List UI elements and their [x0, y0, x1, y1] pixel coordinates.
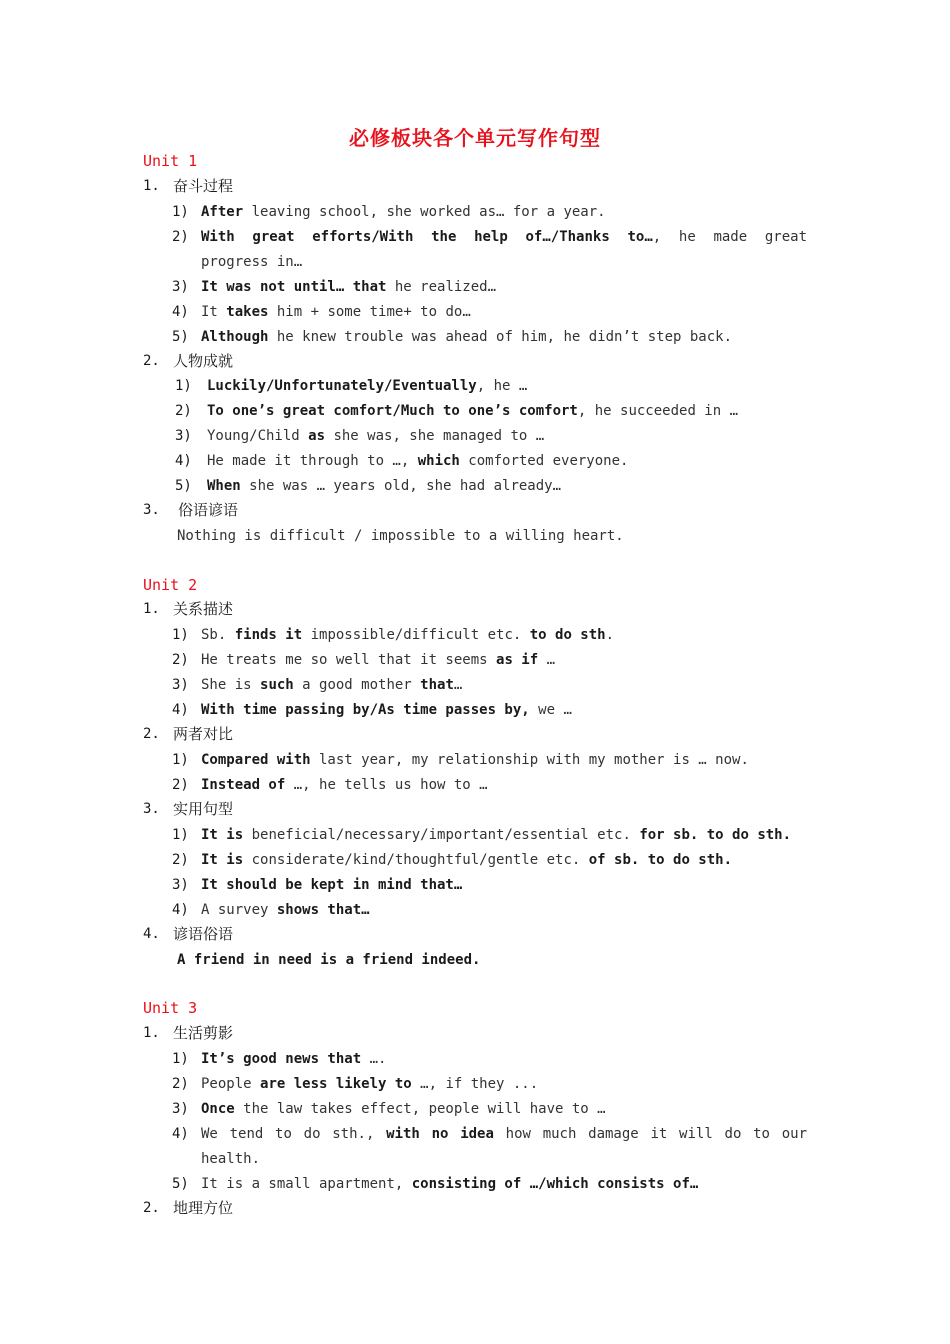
list-item: Luckily/Unfortunately/Eventually, he …	[207, 378, 528, 394]
unit-heading: Unit 1	[143, 152, 198, 170]
item-number: 1)	[172, 752, 189, 768]
list-item: It’s good news that ….	[201, 1051, 387, 1067]
section-number: 2.	[143, 1200, 160, 1216]
list-item: After leaving school, she worked as… for a year.	[201, 204, 606, 220]
item-number: 3)	[172, 279, 189, 295]
item-number: 5)	[172, 329, 189, 345]
item-number: 3)	[172, 1101, 189, 1117]
item-number: 1)	[172, 627, 189, 643]
item-number: 1)	[175, 378, 192, 394]
list-item: People are less likely to …, if they ...	[201, 1076, 539, 1092]
item-number: 4)	[175, 453, 192, 469]
item-number: 3)	[175, 428, 192, 444]
item-number: 5)	[172, 1176, 189, 1192]
list-item-continuation: progress in…	[201, 254, 303, 270]
section-title: 地理方位	[173, 1199, 234, 1217]
section-number: 3.	[143, 502, 160, 518]
list-item: It was not until… that he realized…	[201, 279, 497, 295]
unit-heading: Unit 2	[143, 576, 198, 594]
list-item: A survey shows that…	[201, 902, 370, 918]
section-title: 谚语俗语	[173, 925, 234, 943]
list-item: It is beneficial/necessary/important/essential etc. for sb. to do sth.	[201, 827, 792, 843]
list-item: Although he knew trouble was ahead of him, he didn’t step back.	[201, 329, 733, 345]
list-item: With time passing by/As time passes by, we …	[201, 702, 572, 718]
section-number: 1.	[143, 1025, 160, 1041]
list-item: It is a small apartment, consisting of …/which consists of…	[201, 1176, 699, 1192]
item-number: 2)	[175, 403, 192, 419]
section-number: 2.	[143, 726, 160, 742]
item-number: 2)	[172, 852, 189, 868]
section-number: 3.	[143, 801, 160, 817]
list-item: She is such a good mother that…	[201, 677, 463, 693]
item-number: 2)	[172, 652, 189, 668]
item-number: 5)	[175, 478, 192, 494]
item-number: 1)	[172, 1051, 189, 1067]
list-item-continuation: health.	[201, 1151, 261, 1167]
list-item: When she was … years old, she had already…	[207, 478, 562, 494]
item-number: 3)	[172, 877, 189, 893]
item-number: 3)	[172, 677, 189, 693]
section-title: 人物成就	[173, 352, 234, 370]
section-number: 1.	[143, 178, 160, 194]
section-number: 4.	[143, 926, 160, 942]
list-item: It is considerate/kind/thoughtful/gentle etc. of sb. to do sth.	[201, 852, 733, 868]
list-item: Once the law takes effect, people will have to …	[201, 1101, 606, 1117]
proverb: Nothing is difficult / impossible to a willing heart.	[177, 528, 624, 544]
proverb: A friend in need is a friend indeed.	[177, 952, 481, 968]
item-number: 4)	[172, 702, 189, 718]
list-item: To one’s great comfort/Much to one’s comfort, he succeeded in …	[207, 403, 739, 419]
item-number: 4)	[172, 1126, 189, 1142]
list-item: With great efforts/With the help of…/Thanks to…, he made great	[201, 229, 807, 245]
list-item: Instead of …, he tells us how to …	[201, 777, 488, 793]
list-item: Young/Child as she was, she managed to …	[207, 428, 545, 444]
list-item: Sb. finds it impossible/difficult etc. to do sth.	[201, 627, 615, 643]
list-item: It should be kept in mind that…	[201, 877, 463, 893]
section-title: 生活剪影	[173, 1024, 234, 1042]
item-number: 4)	[172, 304, 189, 320]
section-number: 1.	[143, 601, 160, 617]
list-item: It takes him + some time+ to do…	[201, 304, 471, 320]
section-title: 两者对比	[173, 725, 234, 743]
page-title: 必修板块各个单元写作句型	[349, 126, 601, 150]
item-number: 4)	[172, 902, 189, 918]
section-title: 关系描述	[173, 600, 234, 618]
list-item: He made it through to …, which comforted everyone.	[207, 453, 629, 469]
item-number: 2)	[172, 777, 189, 793]
item-number: 1)	[172, 827, 189, 843]
list-item: Compared with last year, my relationship with my mother is … now.	[201, 752, 749, 768]
item-number: 1)	[172, 204, 189, 220]
list-item: He treats me so well that it seems as if …	[201, 652, 556, 668]
list-item: We tend to do sth., with no idea how much damage it will do to our	[201, 1126, 807, 1142]
section-title: 实用句型	[173, 800, 234, 818]
item-number: 2)	[172, 229, 189, 245]
unit-heading: Unit 3	[143, 999, 198, 1017]
section-number: 2.	[143, 353, 160, 369]
section-title: 俗语谚语	[178, 501, 239, 519]
item-number: 2)	[172, 1076, 189, 1092]
section-title: 奋斗过程	[173, 177, 234, 195]
